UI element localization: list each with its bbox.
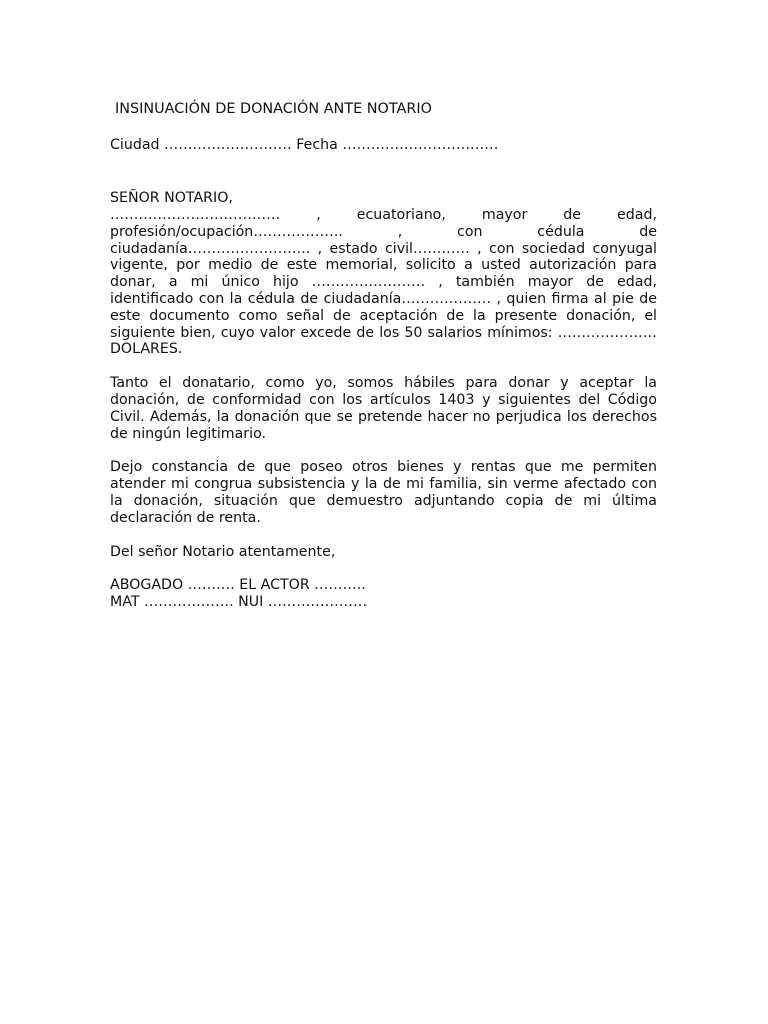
document-title: INSINUACIÓN DE DONACIÓN ANTE NOTARIO: [115, 101, 432, 117]
paragraph-legal-capacity: Tanto el donatario, como yo, somos hábiles para donar y aceptar la donación, de conformidad con los artículos 1403 y siguientes del Código Civil. Además, la donación que se pretende hacer no perjudica los derechos de ningún legitimario.: [110, 375, 657, 442]
document-body: [110, 100, 657, 611]
paragraph-declaration: Dejo constancia de que poseo otros bienes y rentas que me permiten atender mi congrua subsistencia y la de mi familia, sin verme afectado con la donación, situación que demuestro adjuntando copia de mi última declaración de renta.: [110, 459, 657, 526]
city-date-line: Ciudad ……………………… Fecha ……………………………: [110, 137, 499, 153]
signature-line-mat-nui: MAT ………………. NUI …………………: [110, 594, 368, 611]
closing-line: Del señor Notario atentamente,: [110, 543, 336, 560]
signature-line-lawyer-actor: ABOGADO ………. EL ACTOR ………..: [110, 577, 366, 594]
paragraph-request: ……………………………… , ecuatoriano, mayor de edad, profesión/ocupación………………. , con cédula de ciudadanía…………………….. , estado civil………… , con sociedad conyugal vigente, por medio de este memorial, solicito a usted autorización para donar, a mi único hijo …………………… , también mayor de edad, identificado con la cédula de ciudadanía………………. , quien firma al pie de este documento como señal de aceptación de la presente donación, el siguiente bien, cuyo valor excede de los 50 salarios mínimos: ………………… DOLARES.: [110, 207, 657, 358]
salutation: SEÑOR NOTARIO,: [110, 190, 233, 206]
